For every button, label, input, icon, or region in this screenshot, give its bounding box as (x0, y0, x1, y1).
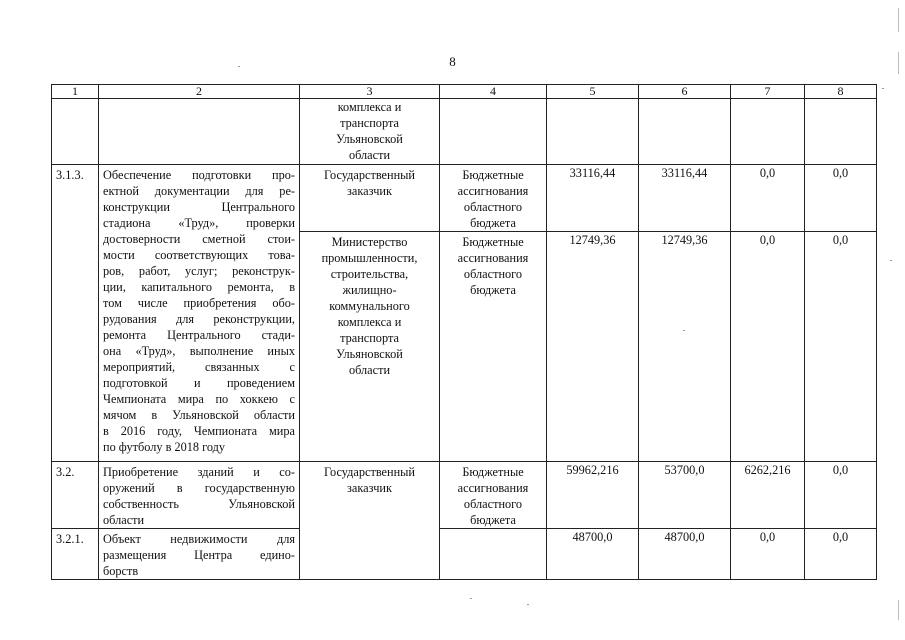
table-row-3-2-1 (52, 529, 877, 580)
column-header: 4 (440, 85, 547, 99)
scan-edge (898, 52, 899, 74)
funding-source-cell: Бюджетные ассигнования областного бюджета (440, 232, 547, 462)
scan-speck (890, 260, 892, 261)
amount-col7: 0,0 (731, 165, 805, 232)
table-row-continuation (52, 99, 877, 165)
column-number-row (52, 85, 877, 99)
column-header: 6 (639, 85, 731, 99)
amount-col6: 12749,36 (639, 232, 731, 462)
row-description: Приобретение зданий и со- оружений в государственную собственность Ульяновской области (99, 462, 300, 529)
funding-source-cell: Бюджетные ассигнования областного бюджета (440, 165, 547, 232)
page-number: 8 (449, 54, 456, 69)
amount-col6: 48700,0 (639, 529, 731, 580)
amount-col6: 33116,44 (639, 165, 731, 232)
executor-cell: Государственный заказчик (300, 165, 440, 232)
amount-col8: 0,0 (805, 462, 877, 529)
funding-source-cell: Бюджетные ассигнования областного бюджета (440, 462, 547, 529)
column-header: 3 (300, 85, 440, 99)
executor-cell: Министерство промышленности, строительства, жилищно- коммунального комплекса и транспорта Ульяновской области (300, 232, 440, 462)
executor-cell: Государственный заказчик (300, 462, 440, 580)
executor-cell: комплекса и транспорта Ульяновской области (300, 99, 440, 165)
budget-table (51, 84, 877, 580)
scan-edge (898, 600, 899, 620)
amount-total: 12749,36 (547, 232, 639, 462)
column-header: 7 (731, 85, 805, 99)
column-header: 5 (547, 85, 639, 99)
row-number: 3.1.3. (52, 165, 99, 462)
row-number: 3.2.1. (52, 529, 99, 580)
table-row-3-1-3-a (52, 165, 877, 232)
amount-total: 48700,0 (547, 529, 639, 580)
amount-col8: 0,0 (805, 232, 877, 462)
amount-col6: 53700,0 (639, 462, 731, 529)
amount-col7: 6262,216 (731, 462, 805, 529)
amount-total: 33116,44 (547, 165, 639, 232)
scan-speck (683, 330, 685, 331)
amount-col8: 0,0 (805, 529, 877, 580)
row-description: Объект недвижимости для размещения Центра едино- борств (99, 529, 300, 580)
column-header: 8 (805, 85, 877, 99)
scan-edge (898, 8, 899, 32)
scan-speck (470, 598, 472, 599)
column-header: 1 (52, 85, 99, 99)
amount-total: 59962,216 (547, 462, 639, 529)
scan-speck (882, 88, 884, 89)
scan-speck (238, 66, 240, 67)
amount-col7: 0,0 (731, 529, 805, 580)
column-header: 2 (99, 85, 300, 99)
table-row-3-2 (52, 462, 877, 529)
amount-col7: 0,0 (731, 232, 805, 462)
scan-speck (527, 604, 529, 605)
row-number: 3.2. (52, 462, 99, 529)
amount-col8: 0,0 (805, 165, 877, 232)
row-description: Обеспечение подготовки про- ектной документации для ре- конструкции Центрального стадиона «Труд», проверки достоверности сметной стои- мости соответствующих това- ров, работ, услуг; реконструк- ции, капитального ремонта, в том числе приобретения обо- рудования для реконструкции, ремонта Центрального стади- она «Труд», выполнение иных мероприятий, связанных с подготовкой и проведением Чемпионата мира по хоккею с мячом в Ульяновской области в 2016 году, Чемпионата мира по футболу в 2018 году (99, 165, 300, 462)
